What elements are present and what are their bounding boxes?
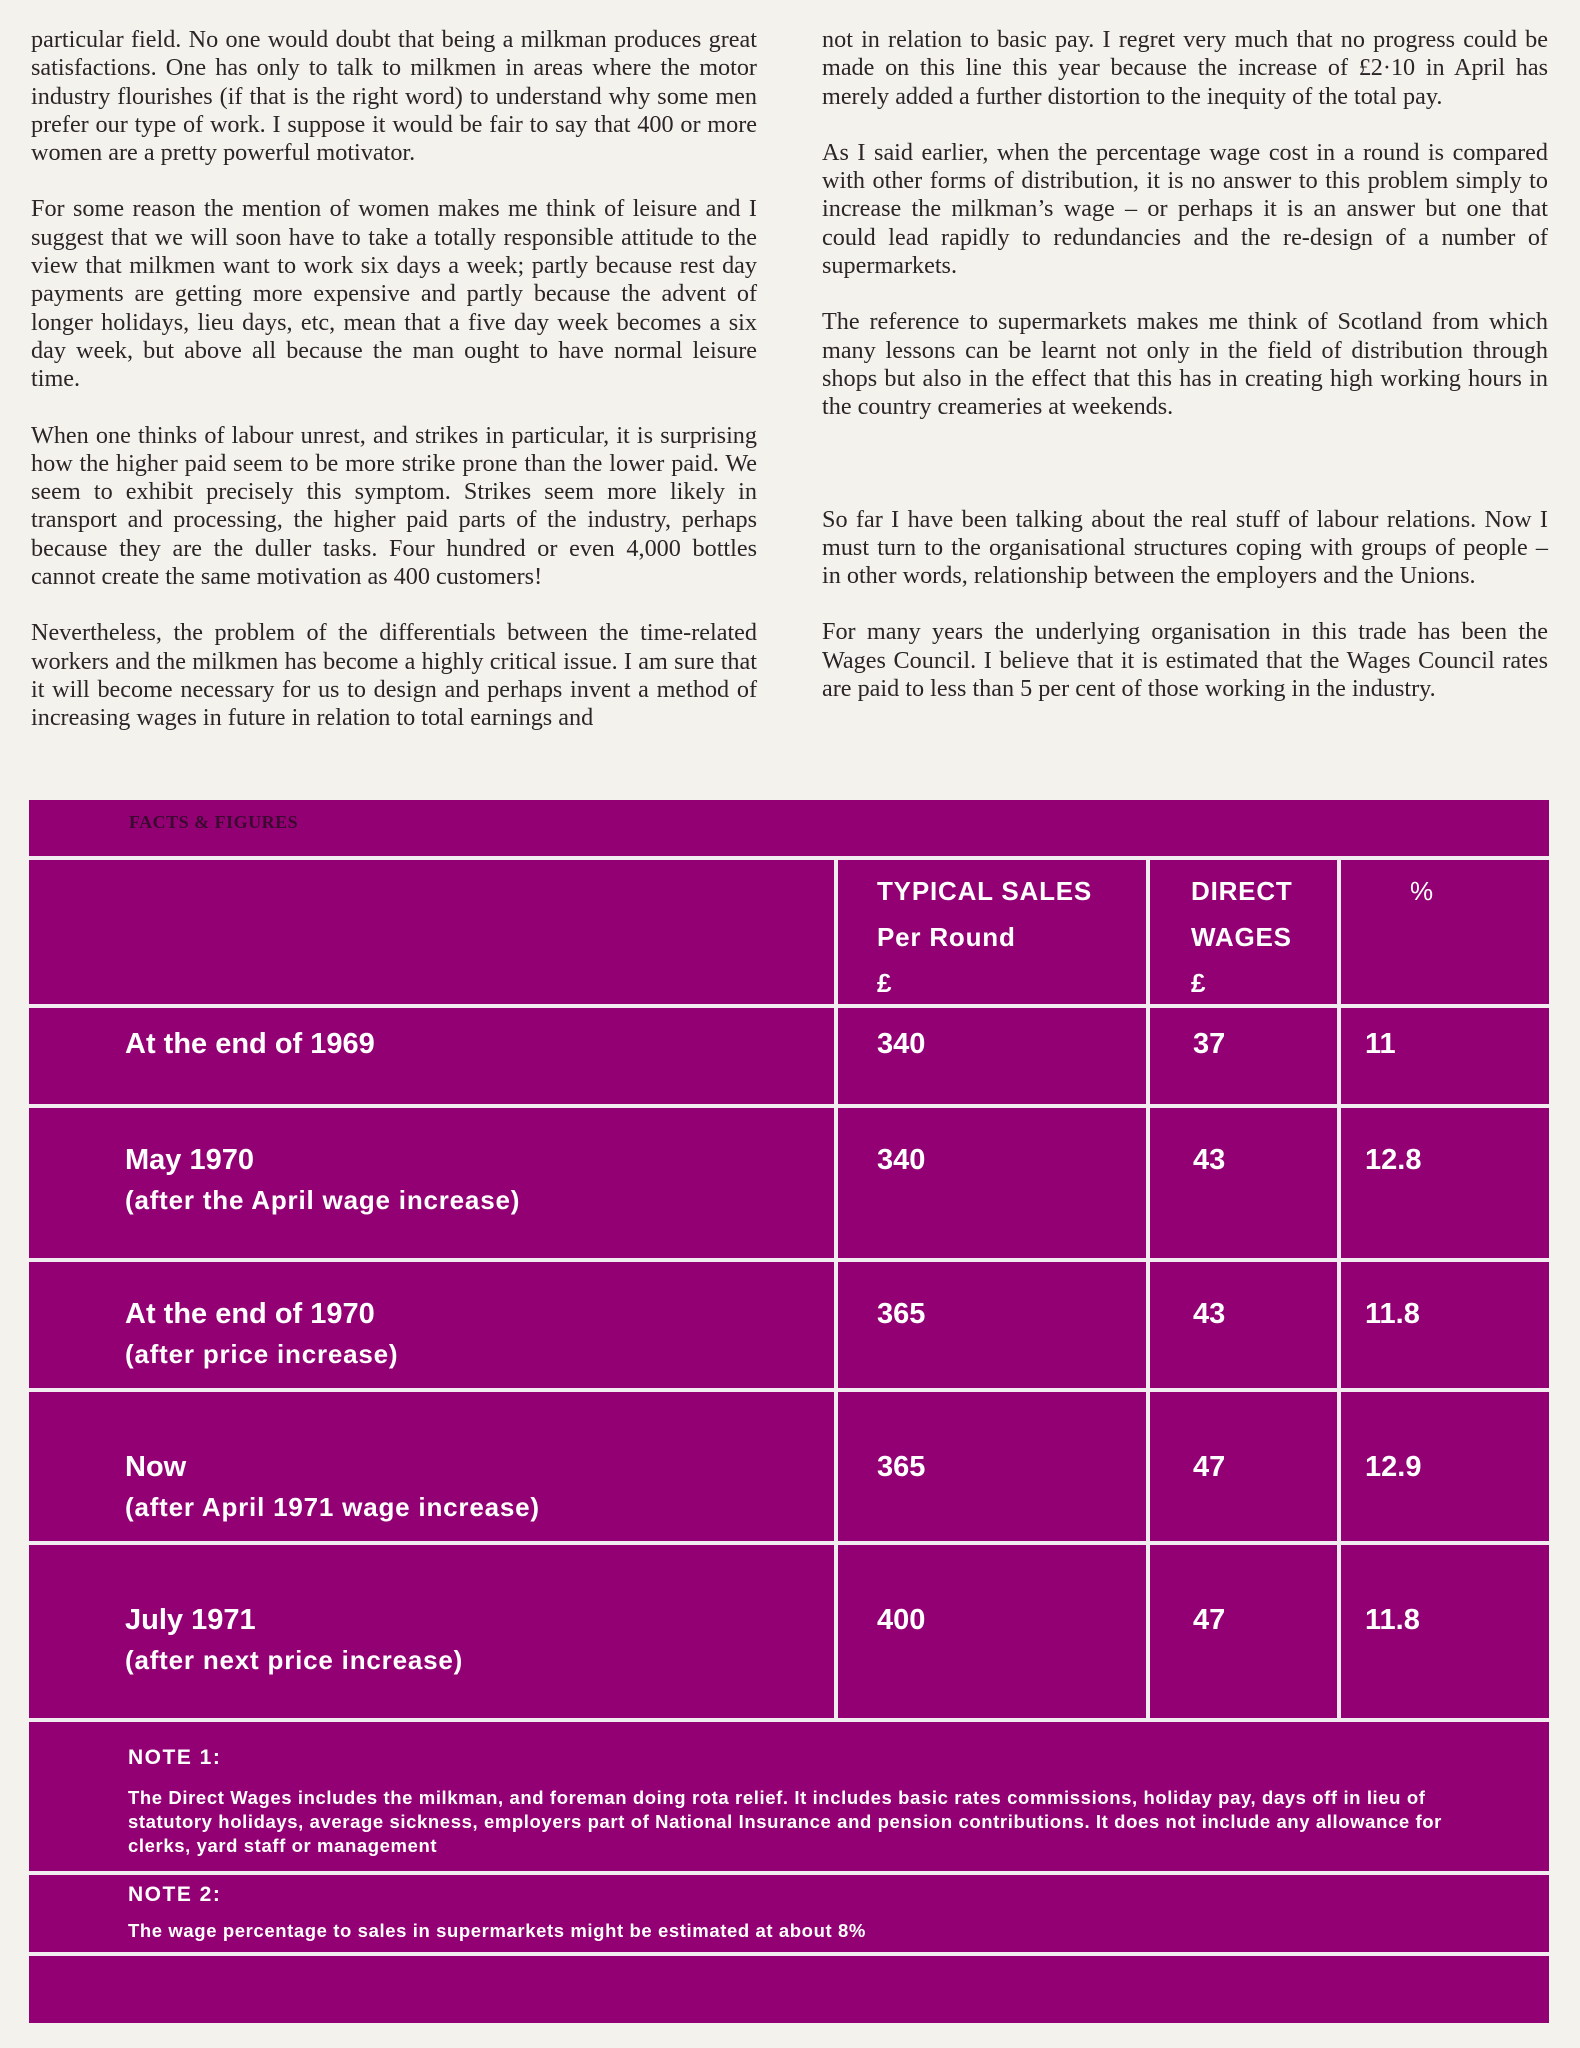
facts-figures-title: FACTS & FIGURES [129,812,299,832]
table-rule [29,1871,1549,1875]
row-sales: 365 [877,1451,926,1483]
row-label: At the end of 1969 [125,1028,375,1060]
row-sales: 400 [877,1604,926,1636]
table-rule [29,1004,1549,1008]
article-paragraph: not in relation to basic pay. I regret very much that no progress could be made on this line this year because the increase of £2·10 in April has merely added a further distortion to the inequity of the total pay. [822,26,1548,110]
article-left-column [31,26,757,733]
note-1-text: The Direct Wages includes the milkman, and foreman doing rota relief. It includes basic rates commissions, holiday pay, days off in lieu of statutory holidays, average sickness, employers part of National Insurance and pension contributions. It does not include any allowance for clerks, yard staff or management [128,1787,1442,1856]
row-label: July 1971 (after next price increase) [125,1600,463,1680]
facts-figures-panel [29,800,1549,2023]
table-rule [29,1952,1549,1956]
table-rule [29,856,1549,860]
row-sublabel: (after next price increase) [125,1645,464,1675]
row-label: At the end of 1970 (after price increase) [125,1294,398,1374]
article-paragraph: The reference to supermarkets makes me think of Scotland from which many lessons can be learnt not only in the field of distribution through shops but also in the effect that this has in creating high working hours in the country creameries at weekends. [822,308,1548,421]
article-paragraph: When one thinks of labour unrest, and strikes in particular, it is surprising how the higher paid seem to be more strike prone than the lower paid. We seem to exhibit precisely this symptom. Strikes seem more likely in transport and processing, the higher paid parts of the industry, perhaps because they are the duller tasks. Four hundred or even 4,000 bottles cannot create the same motivation as 400 customers! [31,421,757,591]
row-percent: 11.8 [1365,1604,1420,1636]
table-column-rule [1337,860,1341,1718]
row-wages: 43 [1193,1298,1226,1330]
table-column-rule [1146,860,1150,1718]
table-rule [29,1541,1549,1545]
article-paragraph: Nevertheless, the problem of the differentials between the time-related workers and the milkmen has become a highly critical issue. I am sure that it will become necessary for us to design and perhaps invent a method of increasing wages in future in relation to total earnings and [31,619,757,732]
article-paragraph: For many years the underlying organisation in this trade has been the Wages Council. I believe that it is estimated that the Wages Council rates are paid to less than 5 per cent of those working in the industry. [822,618,1548,703]
table-column-rule [834,860,838,1718]
note-2-title: NOTE 2: [128,1883,222,1906]
article-paragraph: particular field. No one would doubt that being a milkman produces great satisfactions. One has only to talk to milkmen in areas where the motor industry flourishes (if that is the right word) to understand why some men prefer our type of work. I suppose it would be fair to say that 400 or more women are a pretty powerful motivator. [31,26,757,167]
article-paragraph: So far I have been talking about the real stuff of labour relations. Now I must turn to the organisational structures coping with groups of people – in other words, relationship between the employers and the Unions. [822,505,1548,590]
row-wages: 47 [1193,1451,1226,1483]
row-wages: 47 [1193,1604,1226,1636]
row-sales: 340 [877,1144,926,1176]
article-paragraph: For some reason the mention of women makes me think of leisure and I suggest that we will soon have to take a totally responsible attitude to the view that milkmen want to work six days a week; partly because rest day payments are getting more expensive and partly because the advent of longer holidays, lieu days, etc, mean that a five day week becomes a six day week, but above all because the man ought to have normal leisure time. [31,195,757,393]
article-paragraph: As I said earlier, when the percentage wage cost in a round is compared with other forms of distribution, it is no answer to this problem simply to increase the milkman’s wage – or perhaps it is an answer but one that could lead rapidly to redundancies and the re-design of a number of supermarkets. [822,138,1548,280]
row-sublabel: (after price increase) [125,1339,399,1369]
table-rule [29,1258,1549,1262]
row-wages: 43 [1193,1144,1226,1176]
row-percent: 11.8 [1365,1298,1420,1330]
row-sublabel: (after April 1971 wage increase) [125,1492,540,1522]
row-percent: 12.8 [1365,1144,1422,1176]
row-wages: 37 [1193,1028,1226,1060]
header-percent: % [1410,876,1434,906]
row-label: May 1970 (after the April wage increase) [125,1140,520,1220]
header-typical-sales: TYPICAL SALES Per Round £ [877,876,1093,998]
row-percent: 11 [1365,1028,1396,1060]
table-rule [29,1388,1549,1392]
row-percent: 12.9 [1365,1451,1422,1483]
row-sublabel: (after the April wage increase) [125,1185,521,1215]
article-right-column [822,26,1548,703]
table-rule [29,1718,1549,1722]
row-sales: 365 [877,1298,926,1330]
note-1-title: NOTE 1: [128,1746,222,1769]
header-direct-wages: DIRECT WAGES £ [1191,876,1293,998]
table-rule [29,1104,1549,1108]
note-2-text: The wage percentage to sales in supermarkets might be estimated at about 8% [128,1920,866,1941]
row-sales: 340 [877,1028,926,1060]
row-label: Now (after April 1971 wage increase) [125,1447,540,1527]
